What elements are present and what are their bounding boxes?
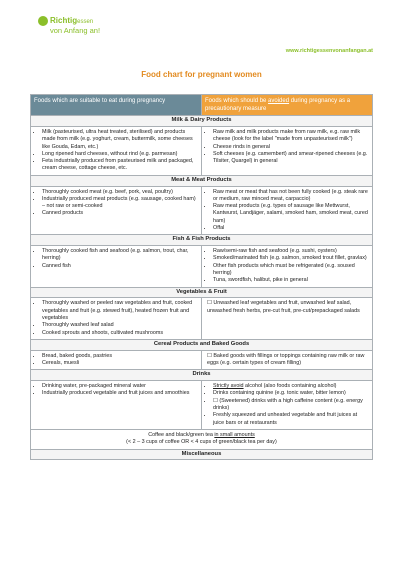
header-avoid: Foods which should be avoided during pregnancy as a precautionary measure [202,95,373,116]
avoided-word: avoided [268,98,290,104]
list-item: • Raw meat or meat that has not been fully cooked (e.g. steak rare or medium, raw minced meat, carpaccio) [213,189,369,204]
list-item: • Tuna, swordfish, halibut, pike in general [213,277,369,284]
list-item: • Cereals, muesli [42,360,198,367]
drinks-row [31,381,373,430]
list-item: • Long ripened hard cheeses, without rind (e.g. parmesan) [42,151,198,158]
logo-word-essen: essen [77,19,94,25]
list-item: • Cooked sprouts and shoots, cultivated mushrooms [42,330,198,337]
list-item: ☐ Baked goods with fillings or toppings containing raw milk or raw eggs (e.g. certain types of cream filling) [207,352,365,367]
milk-row [31,127,373,176]
small-amounts-text: in small amounts [214,431,255,438]
milk-avoid [202,127,373,176]
list-item: • Smoked/marinated fish (e.g. salmon, smoked trout fillet, gravlax) [213,255,369,262]
drinks-suitable [31,381,202,430]
milk-suitable [31,127,202,176]
meat-suitable [31,186,202,235]
cereal-suitable [31,350,202,370]
food-chart-table [30,94,373,460]
veg-avoid [202,298,373,339]
list-item: • Feta industrially produced from pasteurised milk and packaged, cream cheese, cottage cheese, etc. [42,158,198,173]
meat-avoid [202,186,373,235]
fish-suitable [31,246,202,287]
list-item: • Bread, baked goods, pastries [42,353,198,360]
list-item: • Canned fish [42,263,198,270]
list-item: • Industrially produced vegetable and fruit juices and smoothies [42,390,198,397]
list-item: • Soft cheeses (e.g. camembert) and smear-ripened cheeses (e.g. Tilsiter, Quargel) in general [213,151,369,166]
list-item: • Strictly avoid alcohol (also foods containing alcohol) [213,383,369,390]
table-header-row [31,95,373,116]
veg-suitable [31,298,202,339]
coffee-row [31,429,373,449]
header-suitable: Foods which are suitable to eat during pregnancy [31,95,202,116]
veg-row [31,298,373,339]
list-item: • Industrially produced meat products (e.g. sausage, cooked ham) – not raw or semi-cooked [42,196,198,211]
list-item: • Drinking water, pre-packaged mineral water [42,383,198,390]
page-title: Food chart for pregnant women [141,70,262,79]
list-item: • Raw meat products (e.g. types of sausage like Mettwurst, Kantwurst, Landjäger, salami, smoked ham, smoked meat, cured ham) [213,203,369,225]
section-title-misc: Miscellaneous [31,449,373,460]
cereal-row [31,350,373,370]
list-item: • Thoroughly cooked meat (e.g. beef, pork, veal, poultry) [42,189,198,196]
drinks-avoid [202,381,373,430]
section-title-meat: Meat & Meat Products [31,175,373,186]
section-title-drinks: Drinks [31,370,373,381]
section-title-milk: Milk & Dairy Products [31,116,373,127]
list-item: • Canned products [42,210,198,217]
list-item: • Raw milk and milk products make from raw milk, e.g. raw milk cheese (look for the label "made from unpasteurised milk") [213,129,369,144]
section-title-cereal: Cereal Products and Baked Goods [31,339,373,350]
list-item: • Raw/semi-raw fish and seafood (e.g. sushi, oysters) [213,248,369,255]
section-title-fish: Fish & Fish Products [31,235,373,246]
logo-mark-icon [38,16,48,26]
list-item: • Thoroughly cooked fish and seafood (e.g. salmon, trout, char, herring) [42,248,198,263]
richtig-essen-logo [38,16,118,44]
list-item: ☐ Unwashed leaf vegetables and fruit, unwashed leaf salad, unwashed fresh herbs, pre-cut fruit, pre-cut/prepackaged salads [207,300,360,314]
list-item: • Milk (pasteurised, ultra heat treated, sterilised) and products made from milk (e.g. yoghurt, cream, buttermilk, some cheeses like Gouda, Edam, etc.) [42,129,198,151]
strictly-avoid-text: Strictly avoid [213,383,244,390]
list-item: • ☐ (Sweetened) drinks with a high caffeine content (e.g. energy drinks) [213,398,369,413]
logo-word-richtig: Richtig [50,16,78,25]
list-item: • Thoroughly washed or peeled raw vegetables and fruit, cooked vegetables and fruit (e.g. stewed fruit), heated frozen fruit and vegetables [42,300,198,322]
fish-row [31,246,373,287]
fish-avoid [202,246,373,287]
list-item: • Freshly squeezed and unheated vegetable and fruit juices at juice bars or at restaurants [213,412,369,427]
coffee-limit-text: (< 2 – 3 cups of coffee OR < 4 cups of green/black tea per day) [126,439,277,446]
meat-row [31,186,373,235]
section-title-veg: Vegetables & Fruit [31,287,373,298]
list-item: • Offal [213,225,369,232]
coffee-note: Coffee and black/green tea in small amounts (< 2 – 3 cups of coffee OR < 4 cups of green/black tea per day) [31,429,373,449]
list-item: • Drinks containing quinine (e.g. tonic water, bitter lemon) [213,390,369,397]
list-item: • Thoroughly washed leaf salad [42,322,198,329]
list-item: • Cheese rinds in general [213,144,369,151]
cereal-avoid [202,350,373,370]
website-url[interactable]: www.richtigessenvonanfangan.at [285,48,373,54]
logo-tagline: von Anfang an! [50,26,101,35]
list-item: • Other fish products which must be refrigerated (e.g. soused herring) [213,263,369,278]
